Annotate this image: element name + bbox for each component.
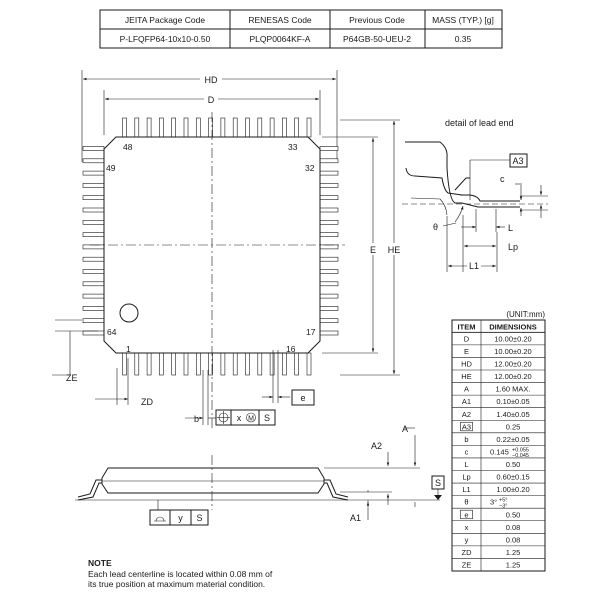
- pin-bottom-1: [123, 353, 127, 375]
- pin-top-48: [123, 118, 127, 137]
- pin-left-63: [83, 319, 104, 323]
- header-col-mass: MASS (TYP.) [g]: [432, 15, 494, 25]
- pin-left-55: [83, 220, 104, 224]
- dim-label-ZE: ZE: [66, 373, 78, 383]
- pin-left-61: [83, 294, 104, 298]
- table-cell-tol-plus: +5°: [499, 497, 508, 504]
- pin-right-27: [320, 208, 338, 212]
- detail-label-A3: A3: [512, 156, 524, 166]
- table-cell-item: b: [464, 434, 469, 444]
- pin-left-60: [83, 282, 104, 286]
- table-cell-value: 1.25: [505, 547, 521, 557]
- pin-bottom-4: [159, 353, 163, 375]
- pin-number-32: 32: [305, 163, 315, 173]
- pins-left-column: [83, 147, 104, 336]
- note-line-2: its true position at maximum material condition.: [88, 579, 266, 589]
- header-val-previous: P64GB-50-UEU-2: [342, 34, 412, 44]
- pin-number-33: 33: [288, 142, 298, 152]
- pin-number-16: 16: [286, 344, 296, 354]
- table-cell-tol-minus: −0.045: [512, 453, 529, 460]
- table-cell-item: HD: [461, 359, 472, 369]
- pin-top-39: [233, 118, 237, 137]
- detail-label-L: L: [508, 223, 514, 233]
- pin-right-28: [320, 196, 338, 200]
- pin-bottom-6: [184, 353, 188, 375]
- table-cell-item: L: [464, 460, 469, 470]
- table-cell-value: 12.00±0.20: [494, 372, 532, 382]
- table-cell-tol-plus: +0.055: [512, 447, 529, 454]
- unit-label: (UNIT:mm): [506, 310, 545, 319]
- table-cell-value: 0.10±0.05: [496, 397, 530, 407]
- pin-right-31: [320, 159, 338, 163]
- top-view: [52, 70, 404, 430]
- fcf-S: S: [263, 413, 271, 423]
- pin-bottom-2: [135, 353, 139, 375]
- position-tolerance-frame: [216, 410, 275, 425]
- side-body: [102, 468, 324, 493]
- detail-label-c: c: [500, 174, 505, 184]
- table-cell-value: 0.08: [505, 535, 521, 545]
- pin-left-64: [83, 331, 104, 335]
- dim-label-b: b: [194, 414, 200, 424]
- header-col-previous: Previous Code: [349, 15, 405, 25]
- pin-top-38: [246, 118, 250, 137]
- table-cell-item: c: [464, 447, 469, 457]
- pin-left-59: [83, 270, 104, 274]
- pin-top-44: [172, 118, 176, 137]
- table-cell-item: Lp: [462, 472, 471, 482]
- table-row: [452, 408, 545, 419]
- pins-right-column: [320, 147, 338, 336]
- pin-top-42: [196, 118, 200, 137]
- dim-label-A1: A1: [350, 513, 362, 523]
- pin-right-26: [320, 220, 338, 224]
- pin-number-1: 1: [126, 344, 131, 354]
- pin-bottom-9: [221, 353, 225, 375]
- pin-right-18: [320, 319, 338, 323]
- table-cell-item: A: [463, 384, 470, 394]
- pin-top-33: [307, 118, 311, 137]
- table-cell-item: e: [464, 510, 469, 520]
- table-cell-value: 0.22±0.05: [496, 434, 530, 444]
- table-cell-item: θ: [464, 497, 469, 507]
- detail-label-L1: L1: [468, 261, 480, 271]
- table-cell-item: L1: [462, 485, 471, 495]
- pin-right-32: [320, 147, 338, 151]
- pin-left-58: [83, 257, 104, 261]
- table-cell-item: ZD: [461, 547, 472, 557]
- pin-left-53: [83, 196, 104, 200]
- table-cell-value: 0.08: [505, 522, 521, 532]
- table-row: [452, 433, 545, 444]
- note-title: NOTE: [88, 558, 112, 568]
- table-row: [452, 345, 545, 356]
- fcf-x: x: [236, 413, 242, 423]
- table-cell-value: 1.40±0.05: [496, 409, 530, 419]
- pin-number-17: 17: [306, 327, 316, 337]
- table-cell-value: 1.00±0.20: [496, 485, 530, 495]
- header-table: [100, 10, 502, 48]
- table-header-dimensions: DIMENSIONS: [489, 322, 537, 332]
- fcf-M: M: [248, 415, 254, 423]
- table-cell-item: E: [463, 346, 470, 356]
- table-row: [452, 546, 545, 557]
- pin-bottom-13: [270, 353, 274, 375]
- pin-top-46: [147, 118, 151, 137]
- table-row: [452, 558, 545, 569]
- pin-right-20: [320, 294, 338, 298]
- table-cell-item: A1: [461, 397, 472, 407]
- table-row: [452, 458, 545, 469]
- table-cell-item: ZE: [461, 560, 472, 570]
- table-cell-value: 1.25: [505, 560, 521, 570]
- pin-right-22: [320, 270, 338, 274]
- table-cell-value: 12.00±0.20: [494, 359, 532, 369]
- table-row: [452, 496, 545, 510]
- pin-right-19: [320, 306, 338, 310]
- pin-left-50: [83, 159, 104, 163]
- table-row: [452, 383, 545, 394]
- fcf-side-S: S: [196, 513, 203, 523]
- header-val-mass: 0.35: [454, 34, 472, 44]
- dim-label-HE: HE: [387, 245, 401, 255]
- table-row: [452, 508, 545, 519]
- pin-left-56: [83, 233, 104, 237]
- dim-label-E: E: [369, 245, 377, 255]
- pin-bottom-16: [307, 353, 311, 375]
- pin-number-48: 48: [123, 142, 133, 152]
- table-row: [452, 395, 545, 406]
- pin-top-34: [295, 118, 299, 137]
- note-line-1: Each lead centerline is located within 0.08 mm of: [88, 569, 273, 579]
- pin-bottom-12: [258, 353, 262, 375]
- pin-bottom-3: [147, 353, 151, 375]
- table-cell-item: A3: [461, 422, 472, 432]
- fcf-y: y: [178, 513, 183, 523]
- pins-bottom-row: [123, 353, 312, 375]
- table-cell-value: 10.00±0.20: [494, 346, 532, 356]
- header-val-jeita: P-LFQFP64-10x10-0.50: [119, 34, 211, 44]
- table-cell-value: 0.25: [505, 422, 521, 432]
- pin-right-25: [320, 233, 338, 237]
- pin-number-64: 64: [107, 327, 117, 337]
- table-cell-value: 1.60 MAX.: [495, 384, 531, 394]
- table-cell-value: 0.145: [490, 447, 509, 457]
- dim-label-e: e: [300, 393, 306, 403]
- pins-top-row: [123, 118, 312, 137]
- pin-left-51: [83, 171, 104, 175]
- pin-bottom-15: [295, 353, 299, 375]
- table-row: [452, 521, 545, 532]
- dim-label-HD: HD: [204, 75, 218, 85]
- pin-top-36: [270, 118, 274, 137]
- table-row: [452, 420, 545, 431]
- pin-top-35: [282, 118, 286, 137]
- profile-surface-icon: [154, 517, 166, 521]
- detail-label-Lp: Lp: [508, 242, 519, 252]
- pin-bottom-5: [172, 353, 176, 375]
- header-val-renesas: PLQP0064KF-A: [249, 34, 311, 44]
- pin-right-21: [320, 282, 338, 286]
- table-cell-tol-minus: −3°: [499, 503, 508, 510]
- dim-label-A2: A2: [371, 441, 383, 451]
- table-cell-item: D: [463, 334, 470, 344]
- table-cell-value: 3°: [490, 497, 498, 507]
- table-cell-value: 10.00±0.20: [494, 334, 532, 344]
- dimensions-table: [452, 310, 545, 571]
- table-row: [452, 533, 545, 544]
- pin-top-37: [258, 118, 262, 137]
- table-header-item: ITEM: [457, 322, 476, 332]
- pin-left-49: [83, 147, 104, 151]
- pin-left-62: [83, 306, 104, 310]
- pin-bottom-14: [282, 353, 286, 375]
- table-cell-value: 0.50: [505, 460, 521, 470]
- pin-right-17: [320, 331, 338, 335]
- pin-bottom-7: [196, 353, 200, 375]
- table-row: [452, 470, 545, 481]
- table-cell-item: x: [464, 522, 469, 532]
- table-cell-value: 0.50: [505, 510, 521, 520]
- table-row: [452, 445, 545, 459]
- pin-right-30: [320, 171, 338, 175]
- header-col-jeita: JEITA Package Code: [124, 15, 206, 25]
- table-cell-item: A2: [461, 409, 472, 419]
- dim-label-D: D: [207, 95, 215, 105]
- table-row: [452, 370, 545, 381]
- pin-right-24: [320, 245, 338, 249]
- pin-left-54: [83, 208, 104, 212]
- pin-number-49: 49: [106, 163, 116, 173]
- table-row: [452, 483, 545, 494]
- pin-left-52: [83, 183, 104, 187]
- dim-label-ZD: ZD: [141, 397, 153, 407]
- detail-lead-upper: [406, 168, 462, 195]
- datum-S-label: S: [434, 478, 442, 488]
- pin-right-29: [320, 183, 338, 187]
- pin-right-23: [320, 257, 338, 261]
- pin-left-57: [83, 245, 104, 249]
- table-row: [452, 357, 545, 368]
- pin-bottom-11: [246, 353, 250, 375]
- table-cell-item: HE: [461, 372, 472, 382]
- dim-label-A: A: [402, 424, 409, 434]
- pin-bottom-10: [233, 353, 237, 375]
- pin-top-40: [221, 118, 225, 137]
- flatness-tolerance-frame: [150, 510, 208, 525]
- header-col-renesas: RENESAS Code: [248, 15, 312, 25]
- lead-end-detail: [402, 118, 548, 272]
- side-view: [75, 424, 444, 525]
- pin-top-45: [159, 118, 163, 137]
- note-block: [88, 558, 273, 589]
- table-cell-item: y: [464, 535, 469, 545]
- pin-top-43: [184, 118, 188, 137]
- detail-title: detail of lead end: [445, 118, 514, 128]
- detail-label-theta: θ: [433, 222, 439, 232]
- table-cell-value: 0.60±0.15: [496, 472, 530, 482]
- pin-top-47: [135, 118, 139, 137]
- table-row: [452, 332, 545, 343]
